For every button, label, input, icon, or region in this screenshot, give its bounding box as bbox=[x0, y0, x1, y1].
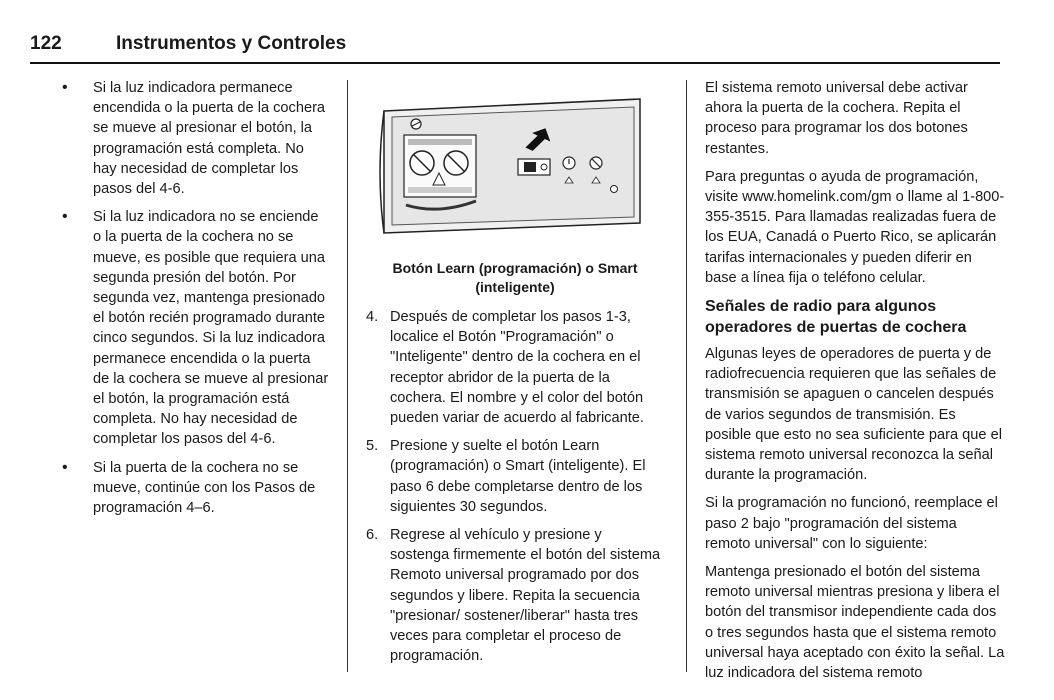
step-number: 4. bbox=[366, 309, 379, 325]
paragraph: Algunas leyes de operadores de puerta y de radiofrecuencia requieren que las señales de transmisión se apaguen o cancelen después de varios segundos de transmisión. Es posible que esto no sea suficiente para que el sistema remoto universal reconozca la señal durante la programación. bbox=[705, 346, 1002, 484]
column-divider-2 bbox=[686, 80, 687, 672]
column-1 bbox=[60, 78, 330, 526]
paragraph: El sistema remoto universal debe activar ahora la puerta de la cochera. Repita el proceso para programar los dos botones restantes. bbox=[705, 80, 968, 157]
bullet-item: • Si la puerta de la cochera no se mueve, continúe con los Pasos de programación 4–6. bbox=[60, 458, 330, 519]
page-number: 122 bbox=[30, 33, 62, 54]
figure-caption: Botón Learn (programación) o Smart (inteligente) bbox=[392, 260, 638, 295]
step-text: Regrese al vehículo y presione y sostenga firmemente el botón del sistema Remoto universal programado por dos segundos y libere. Repita la secuencia "presionar/ sostener/liberar" hasta tres veces para completar el proceso de programación. bbox=[390, 527, 661, 665]
column-3 bbox=[705, 78, 1005, 691]
section-heading: Señales de radio para algunos operadores de puertas de cochera bbox=[705, 298, 967, 337]
step-text: Después de completar los pasos 1-3, localice el Botón "Programación" o "Inteligente" dentro de la cochera en el receptor abridor de la puerta de la cochera. El nombre y el color del botón pueden variar de acuerdo al fabricante. bbox=[390, 309, 644, 427]
section-title: Instrumentos y Controles bbox=[116, 33, 347, 54]
bullet-item: • Si la luz indicadora no se enciende o la puerta de la cochera no se mueve, es posible que requiera una segunda presión del botón. Por segunda vez, mantenga presionado el botón recién programado durante cinco segundos. Si la luz indicadora permanece encendida o la puerta de la cochera se mueve al presionar el botón, la programación está completa. No hay necesidad de completar los pasos del 4-6. bbox=[60, 207, 330, 449]
step-text: Presione y suelte el botón Learn (programación) o Smart (inteligente). El paso 6 debe completarse dentro de los siguientes 30 segundos. bbox=[390, 438, 646, 515]
paragraph: Mantenga presionado el botón del sistema remoto universal mientras presiona y libera el botón del transmisor independiente cada dos o tres segundos hasta que el sistema remoto universal haya aceptado con éxito la señal. La luz indicadora del sistema remoto bbox=[705, 564, 1005, 682]
step-item bbox=[366, 436, 664, 517]
step-item bbox=[366, 307, 664, 428]
step-item bbox=[366, 525, 664, 666]
bullet-list bbox=[60, 78, 330, 518]
page-header bbox=[30, 30, 1000, 64]
column-2 bbox=[366, 78, 664, 674]
step-number: 5. bbox=[366, 438, 379, 455]
opener-panel-drawing bbox=[378, 93, 668, 243]
bullet-item: • Si la luz indicadora permanece encendida o la puerta de la cochera se mueve al presionar el botón, la programación está completa. No hay necesidad de completar los pasos del 4-6. bbox=[60, 78, 330, 199]
contact-paragraph: Para preguntas o ayuda de programación, visite www.homelink.com/gm o llame al 1-800-355-3515. Para llamadas realizadas fuera de los EUA, Canadá o Puerto Rico, se aplicarán tarifas internacionales y pueden diferir en base a línea fija o teléfono celular. bbox=[705, 168, 1005, 286]
column-divider-1 bbox=[347, 80, 348, 672]
header-rule bbox=[30, 62, 1000, 64]
paragraph: Si la programación no funcionó, reemplace el paso 2 bajo "programación del sistema remoto universal" con lo siguiente: bbox=[705, 495, 998, 552]
step-list bbox=[366, 307, 664, 666]
garage-opener-illustration bbox=[378, 93, 668, 243]
step-number: 6. bbox=[366, 527, 379, 544]
